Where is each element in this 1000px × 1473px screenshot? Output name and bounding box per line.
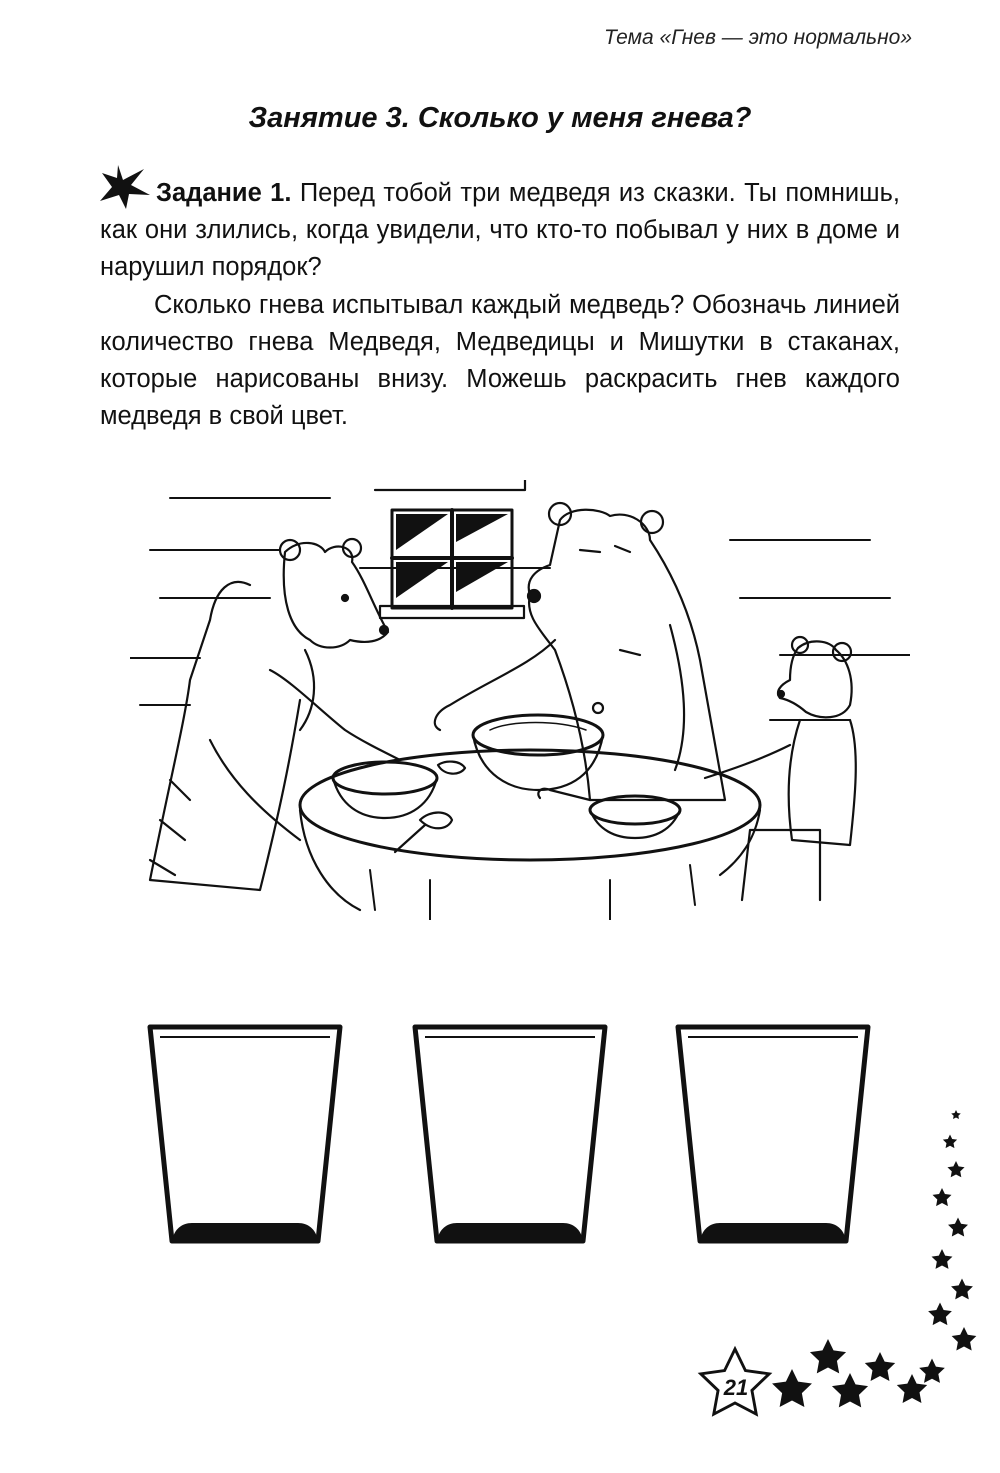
- mother-bear: [150, 539, 400, 890]
- running-header: Тема «Гнев — это нормально»: [604, 26, 912, 49]
- cub-bear: [705, 637, 856, 900]
- window: [375, 480, 525, 618]
- wall-lines: [130, 498, 910, 720]
- task-star-icon: [100, 165, 152, 209]
- three-bears-at-table-illustration: [130, 480, 910, 920]
- glass-1-icon[interactable]: [140, 1015, 350, 1255]
- task-block: [100, 165, 900, 435]
- bowls: [333, 715, 680, 852]
- page-number: 21: [723, 1375, 749, 1400]
- table: [300, 750, 760, 920]
- task-label: Задание 1.: [156, 179, 292, 207]
- lesson-title: Занятие 3. Сколько у меня гнева?: [248, 102, 752, 134]
- star-trail-icon: [772, 1110, 976, 1407]
- glass-2-icon[interactable]: [405, 1015, 615, 1255]
- decorative-stars: [680, 1100, 1000, 1473]
- task-intro-text: Перед тобой три медведя из сказки. Ты помнишь, как они злились, когда увидели, что кто-то побывал у них в доме и нарушил порядок?: [100, 179, 900, 281]
- task-instruction-paragraph: Сколько гнева испытывал каждый медведь? Обозначь линией количество гнева Медведя, Медведицы и Мишутки в стаканах, которые нарисованы внизу. Можешь раскрасить гнев каждого медведя в свой цвет.: [100, 291, 900, 430]
- task-intro-paragraph: [100, 165, 900, 286]
